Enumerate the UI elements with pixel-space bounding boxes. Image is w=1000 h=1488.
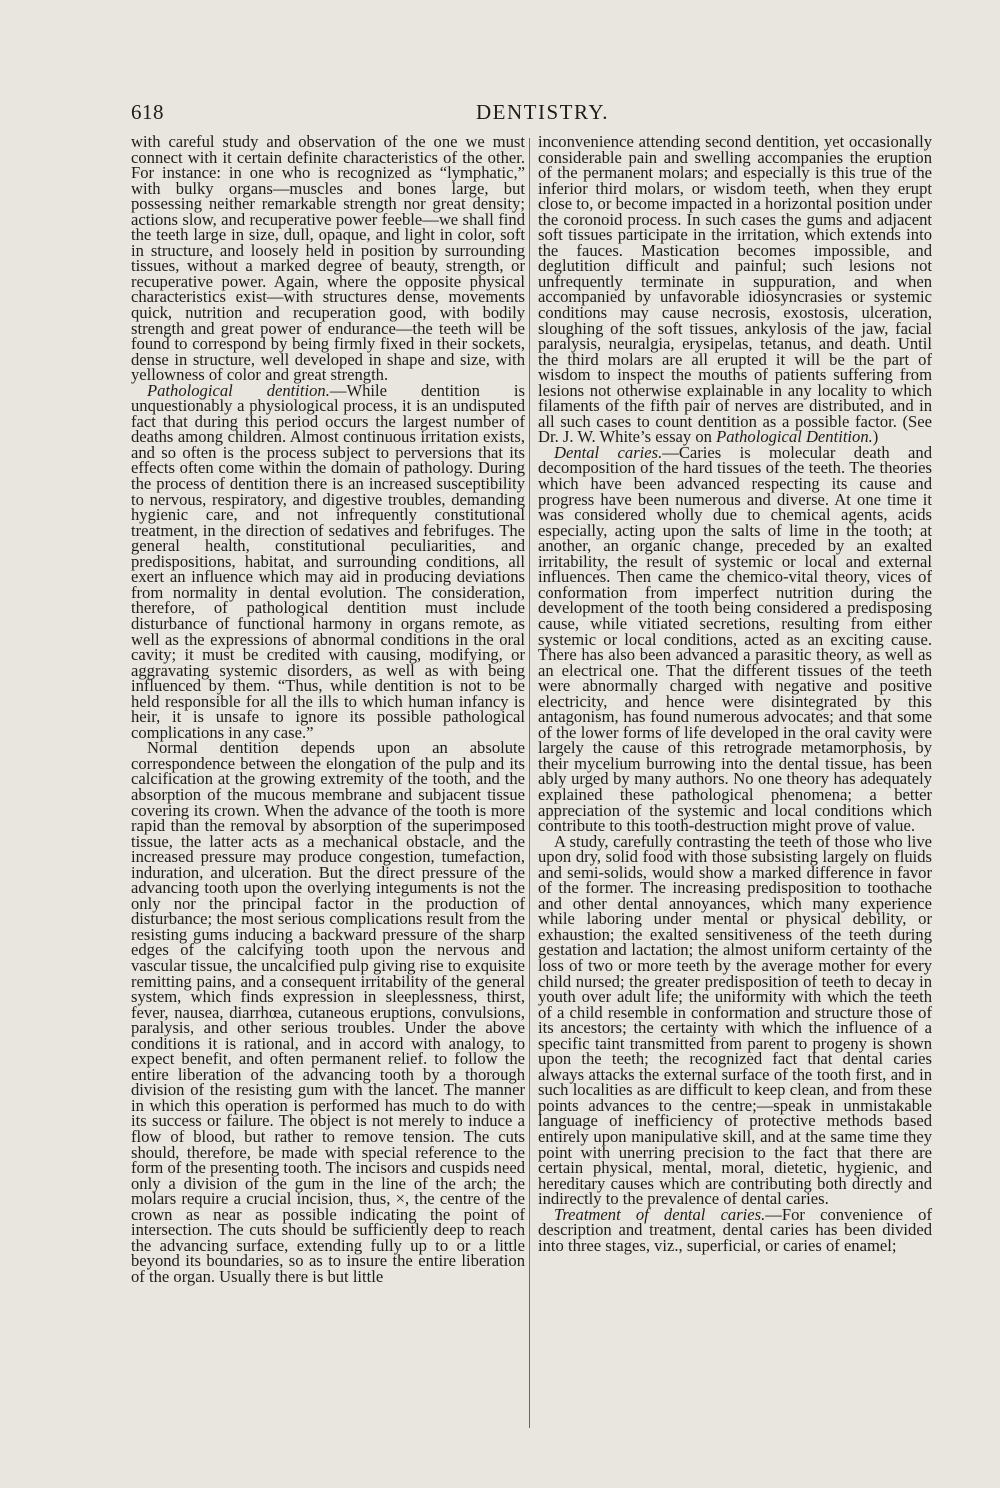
paragraph xyxy=(131,380,525,742)
paragraph: with careful study and observation of the one we must connect with it certain definite characteristics of the other. For instance: in one who is recognized as “lymphatic,” with bulky organs—muscles and bones large, but possessing neither remarkable strength nor great density; actions slow, and recuperative power feeble—we shall find the teeth large in size, dull, opaque, and light in color, soft in structure, and loosely held in position by surrounding tissues, without a marked degree of beauty, strength, or recuperative power. Again, where the opposite physical characteristics exist—with structures dense, movements quick, nutrition and recuperation good, with bodily strength and great power of endurance—the teeth will be found to correspond by being firmly fixed in their sockets, dense in structure, well developed in shape and size, with yellowness of color and great strength. xyxy=(131,132,525,385)
paragraph-text: inconvenience attending second dentition, yet occasionally considerable pain and swelling accompanies the eruption of the permanent molars; and especially is this true of the inferior third molars, or wisdom teeth, when they erupt close to, or become impacted in a horizontal position under the coronoid process. In such cases the gums and adjacent soft tissues participate in the irritation, which extends into the fauces. Mastication becomes impossible, and deglutition difficult and painful; such lesions not unfrequently terminate in suppuration, and when accompanied by unfavorable idiosyncrasies or systemic conditions may cause necrosis, exostosis, ulceration, sloughing of the soft tissues, ankylosis of the jaw, facial paralysis, neuralgia, erysipelas, tetanus, and death. Until the third molars are all erupted it will be the part of wisdom to inspect the mouths of patients suffering from lesions not otherwise explainable in any locality to which filaments of the fifth pair of nerves are distributed, and in all such cases to count dentition as a possible factor. (See Dr. J. W. White’s essay on xyxy=(538,132,932,447)
paragraph xyxy=(538,442,932,836)
paragraph-text: —Caries is molecular death and decomposition of the hard tissues of the teeth. The theories which have been advanced respecting its cause and progress have been numerous and diverse. At one time it was considered wholly due to chemical agents, acids especially, acting upon the salts of lime in the tooth; at another, an organic change, preceded by an exalted irritability, the result of systemic or local and external influences. Then came the chemico-vital theory, vices of conformation from imperfect nutrition during the development of the tooth being considered a predisposing cause, while vitiated secretions, resulting from either systemic or local conditions, acted as an exciting cause. There has also been advanced a parasitic theory, as well as an electrical one. That the different tissues of the teeth were abnormally charged with negative and positive electricity, and hence were disintegrated by this antagonism, has found numerous advocates; and that some of the lower forms of life developed in the oral cavity were largely the cause of this retrograde metamorphosis, by their mycelium burrowing into the dental tissue, has been ably urged by many authors. No one theory has adequately explained these pathological phenomena; a better appreciation of the systemic and local conditions which contribute to this tooth-destruction might prove of value. xyxy=(538,442,932,836)
right-column xyxy=(538,134,932,1253)
left-column xyxy=(131,134,525,1284)
paragraph: Normal dentition depends upon an absolute correspondence between the elongation of the pulp and its calcification at the growing extremity of the tooth, and the absorption of the mucous membrane and subjacent tissue covering its crown. When the advance of the tooth is more rapid than the removal by absorption of the superimposed tissue, the latter acts as a mechanical obstacle, and the increased pressure may produce congestion, tumefaction, induration, and ulceration. But the direct pressure of the advancing tooth upon the overlying integuments is not the only nor the principal factor in the production of disturbance; the most serious complications result from the resisting gums inducing a backward pressure of the sharp edges of the calcifying tooth upon the nervous and vascular tissue, the uncalcified pulp giving rise to exquisite remitting pains, and a consequent irritability of the general system, which finds expression in sleeplessness, thirst, fever, nausea, diarrhœa, cutaneous eruptions, convulsions, paralysis, and other serious troubles. Under the above conditions it is rational, and in accord with analogy, to expect benefit, and often permanent relief. to follow the entire liberation of the advancing tooth by a thorough division of the resisting gum with the lancet. The manner in which this operation is performed has much to do with its success or failure. The object is not merely to induce a flow of blood, but rather to remove tension. The cuts should, therefore, be made with special reference to the form of the presenting tooth. The incisors and cuspids need only a division of the gum in the line of the arch; the molars require a crucial incision, thus, ×, the centre of the crown as near as possible indicating the point of intersection. The cuts should be sufficiently deep to reach the advancing surface, extending fully up to or a little beyond its boundaries, so as to insure the entire liberation of the organ. Usually there is but little xyxy=(131,738,525,1286)
section-heading: Pathological dentition. xyxy=(147,380,330,400)
paragraph-text: ) xyxy=(872,427,879,447)
paragraph xyxy=(538,1204,933,1255)
section-heading: Treatment of dental caries. xyxy=(554,1204,766,1224)
page-number: 618 xyxy=(131,100,164,124)
section-heading: Dental caries. xyxy=(554,442,663,462)
paragraph: A study, carefully contrasting the teeth of those who live upon dry, solid food with those subsisting largely on fluids and semi-solids, would show a marked difference in favor of the former. The increasing predisposition to toothache and other dental annoyances, which many experience while laboring under mental or physical debility, or exhaustion; the exalted sensitiveness of the teeth during gestation and lactation; the almost uniform certainty of the loss of two or more teeth by the average mother for every child nursed; the greater predisposition of teeth to decay in youth over adult life; the uniformity with which the teeth of a child resemble in conformation and structure those of its ancestors; the certainty with which the influence of a specific taint transmitted from parent to progeny is shown upon the teeth; the recognized fact that dental caries always attacks the external surface of the tooth first, and in such localities as are difficult to keep clean, and from these points advances to the centre;—speak in unmistakable language of inefficiency of protective methods based entirely upon manipulative skill, and at the same time they point with unerring precision to the fact that there are certain physical, mental, moral, dietetic, hygienic, and hereditary causes which are contributing both directly and indirectly to the prevalence of dental caries. xyxy=(538,831,932,1209)
column-divider xyxy=(529,138,530,1428)
citation-title: Pathological Dentition. xyxy=(716,427,873,447)
running-head: DENTISTRY. xyxy=(476,100,610,124)
paragraph-text: —While dentition is unquestionably a physiological process, it is an undisputed fact that during this period occurs the largest number of deaths among children. Almost continuous irritation exists, and so often is the process subject to perversions that its effects often come within the domain of pathology. During the process of dentition there is an increased susceptibility to nervous, respiratory, and digestive troubles, demanding hygienic care, and not infrequently constitutional treatment, in the direction of sedatives and febrifuges. The general health, constitutional peculiarities, and predispositions, habitat, and surrounding conditions, all exert an influence which may aid in producing deviations from normality in dental evolution. The consideration, therefore, of pathological dentition must include disturbance of functional harmony in organs remote, as well as the expressions of abnormal conditions in the oral cavity; it must be credited with causing, modifying, or aggravating systemic disorders, as well as with being influenced by them. “Thus, while dentition is not to be held responsible for all the ills to which human infancy is heir, it is unsafe to ignore its possible pathological complications in any case.” xyxy=(131,380,525,742)
page-header xyxy=(131,100,931,128)
paragraph-text: —For convenience of description and treatment, dental caries has been divided into three stages, viz., superficial, or caries of enamel; xyxy=(538,1204,933,1255)
paragraph xyxy=(538,134,932,445)
